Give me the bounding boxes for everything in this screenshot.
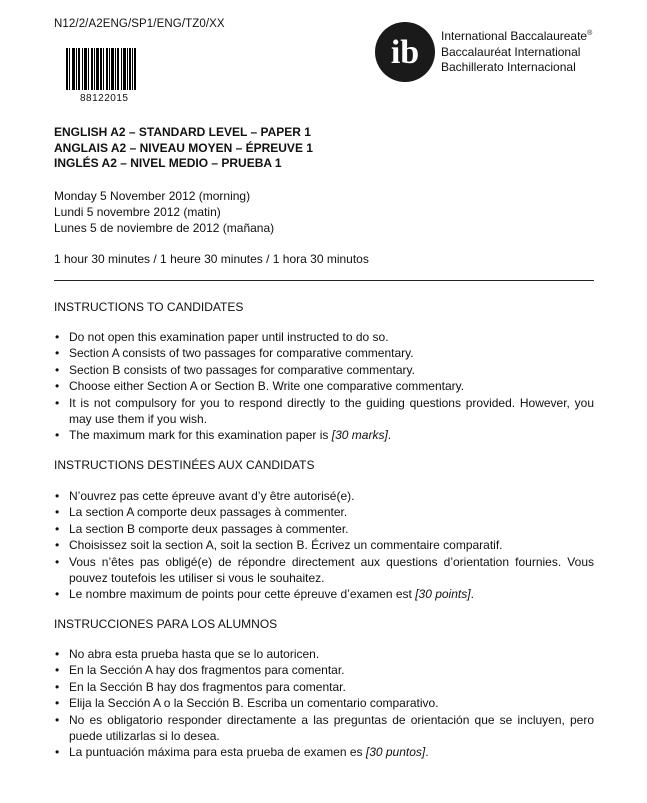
barcode <box>66 48 136 90</box>
list-item: • Vous n’êtes pas obligé(e) de répondre directement aux questions d’orientation fournies. Vous pouvez toutefois les utiliser si vous le souhaitez. <box>54 554 594 587</box>
list-item: • Section B consists of two passages for comparative commentary. <box>54 362 594 378</box>
title-fr: ANGLAIS A2 – NIVEAU MOYEN – ÉPREUVE 1 <box>54 140 313 155</box>
list-item: • Le nombre maximum de points pour cette épreuve d’examen est [30 points]. <box>54 586 594 602</box>
registered-mark: ® <box>587 30 593 37</box>
list-item: • Elija la Sección A o la Sección B. Escriba un comentario comparativo. <box>54 695 594 711</box>
list-item: • No abra esta prueba hasta que se lo autoricen. <box>54 646 594 662</box>
list-item: • The maximum mark for this examination paper is [30 marks]. <box>54 427 594 443</box>
organization-name <box>441 26 592 76</box>
date-fr: Lundi 5 novembre 2012 (matin) <box>54 205 221 219</box>
instructions-list-en <box>54 329 594 444</box>
list-item: • Choose either Section A or Section B. Write one comparative commentary. <box>54 378 594 394</box>
logo-text: ib <box>390 34 420 71</box>
paper-code: N12/2/A2ENG/SP1/ENG/TZ0/XX <box>54 18 225 30</box>
list-item: • N’ouvrez pas cette épreuve avant d’y être autorisé(e). <box>54 488 594 504</box>
date-en: Monday 5 November 2012 (morning) <box>54 189 251 203</box>
list-item: • La section B comporte deux passages à commenter. <box>54 521 594 537</box>
list-item: • It is not compulsory for you to respond directly to the guiding questions provided. However, you may use them if you wish. <box>54 395 594 428</box>
instructions-heading-es: INSTRUCCIONES PARA LOS ALUMNOS <box>54 617 278 631</box>
divider <box>54 280 594 281</box>
list-item: • Do not open this examination paper until instructed to do so. <box>54 329 594 345</box>
ib-logo-icon <box>375 22 435 82</box>
instructions-heading-en: INSTRUCTIONS TO CANDIDATES <box>54 300 244 314</box>
org-line-en: International Baccalaureate® <box>441 29 593 43</box>
list-item: • La puntuación máxima para esta prueba de examen es [30 puntos]. <box>54 744 594 760</box>
exam-titles <box>54 125 313 172</box>
exam-duration: 1 hour 30 minutes / 1 heure 30 minutes / 1 hora 30 minutos <box>54 252 369 266</box>
list-item: • En la Sección B hay dos fragmentos para comentar. <box>54 679 594 695</box>
org-line-fr: Baccalauréat International <box>441 44 581 59</box>
org-line-es: Bachillerato Internacional <box>441 60 576 74</box>
instructions-list-fr <box>54 488 594 603</box>
max-mark: [30 puntos] <box>365 745 426 760</box>
title-es: INGLÉS A2 – NIVEL MEDIO – PRUEBA 1 <box>54 156 282 170</box>
max-mark: [30 marks] <box>331 428 388 443</box>
instructions-heading-fr: INSTRUCTIONS DESTINÉES AUX CANDIDATS <box>54 458 315 472</box>
list-item: • En la Sección A hay dos fragmentos para comentar. <box>54 662 594 678</box>
exam-dates <box>54 188 274 236</box>
list-item: • Choisissez soit la section A, soit la section B. Écrivez un commentaire comparatif. <box>54 537 594 553</box>
list-item: • No es obligatorio responder directamente a las preguntas de orientación que se incluyen, pero puede utilizarlas si lo desea. <box>54 712 594 745</box>
date-es: Lunes 5 de noviembre de 2012 (mañana) <box>54 221 275 235</box>
title-en: ENGLISH A2 – STANDARD LEVEL – PAPER 1 <box>54 125 311 139</box>
instructions-list-es <box>54 646 594 761</box>
list-item: • La section A comporte deux passages à commenter. <box>54 504 594 520</box>
max-mark: [30 points] <box>415 587 471 602</box>
list-item: • Section A consists of two passages for comparative commentary. <box>54 345 594 361</box>
barcode-number: 88122015 <box>80 93 129 104</box>
